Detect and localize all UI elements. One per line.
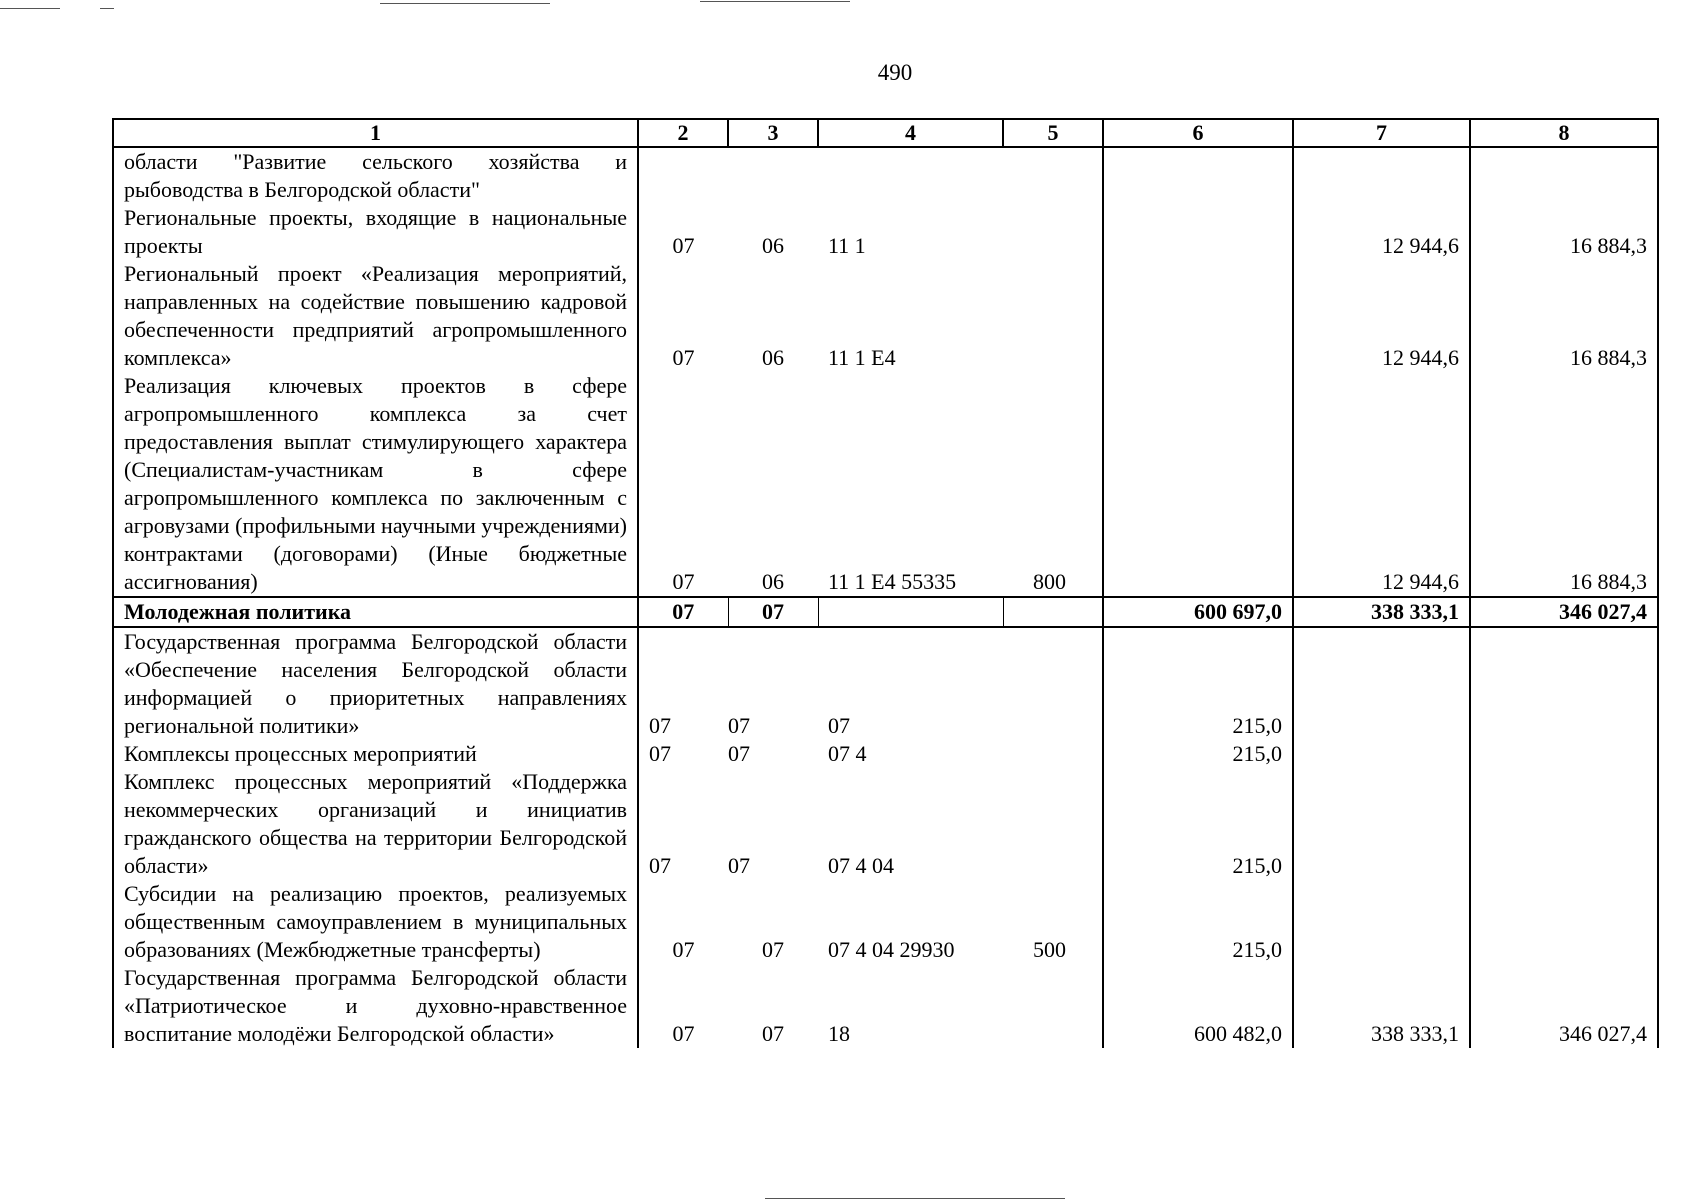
row-amount-8 bbox=[1470, 147, 1658, 204]
row-name: Региональный проект «Реализация мероприятий, направленных на содействие повышению кадровой обеспеченности предприятий агропромышленного комплекса» bbox=[113, 260, 638, 372]
page-number: 490 bbox=[877, 60, 913, 85]
scan-artifact-line bbox=[0, 8, 60, 9]
row-expense-type bbox=[1003, 768, 1103, 880]
row-name: Реализация ключевых проектов в сфере агропромышленного комплекса за счет предоставления выплат стимулирующего характера (Специалистам-участникам в сфере агропромышленного комплекса по заключенным с агровузами (профильными научными учреждениями) контрактами (договорами) (Иные бюджетные ассигнования) bbox=[113, 372, 638, 597]
row-amount-8: 16 884,3 bbox=[1470, 204, 1658, 260]
table-row bbox=[113, 147, 1658, 204]
row-target-code: 07 4 04 29930 bbox=[828, 937, 955, 962]
column-header: 1 bbox=[113, 119, 638, 147]
row-name: Региональные проекты, входящие в национальные проекты bbox=[113, 204, 638, 260]
row-subsection-code: 06 bbox=[762, 569, 784, 594]
column-header: 3 bbox=[728, 119, 818, 147]
row-amount-7: 12 944,6 bbox=[1293, 260, 1470, 372]
row-amount-8: 346 027,4 bbox=[1470, 964, 1658, 1048]
row-target-code bbox=[818, 147, 1003, 204]
row-target-code: 07 4 04 bbox=[828, 853, 894, 878]
row-expense-type bbox=[1003, 740, 1103, 768]
row-expense-type bbox=[1003, 204, 1103, 260]
row-amount-6 bbox=[1103, 204, 1293, 260]
row-name: Государственная программа Белгородской области «Патриотическое и духовно-нравственное воспитание молодёжи Белгородской области» bbox=[113, 964, 638, 1048]
row-expense-type bbox=[1003, 964, 1103, 1048]
row-subsection-code: 07 bbox=[728, 713, 750, 738]
row-amount-7 bbox=[1293, 740, 1470, 768]
row-expense-type: 500 bbox=[1003, 880, 1103, 964]
row-target-code: 18 bbox=[828, 1021, 850, 1046]
row-section-code: 07 bbox=[638, 768, 728, 880]
row-name: Государственная программа Белгородской области «Обеспечение населения Белгородской области информацией о приоритетных направлениях региональной политики» bbox=[113, 627, 638, 740]
row-name: Молодежная политика bbox=[113, 597, 638, 627]
column-header: 5 bbox=[1003, 119, 1103, 147]
scan-artifact-line bbox=[700, 1, 850, 2]
table-row bbox=[113, 627, 1658, 740]
row-subsection-code: 07 bbox=[762, 937, 784, 962]
row-amount-6: 215,0 bbox=[1103, 740, 1293, 768]
row-target-code: 11 1 Е4 55335 bbox=[828, 569, 957, 594]
row-amount-8: 16 884,3 bbox=[1470, 372, 1658, 597]
table-row bbox=[113, 204, 1658, 260]
row-name: Субсидии на реализацию проектов, реализуемых общественным самоуправлением в муниципальных образованиях (Межбюджетные трансферты) bbox=[113, 880, 638, 964]
row-expense-type bbox=[1003, 147, 1103, 204]
row-amount-6 bbox=[1103, 372, 1293, 597]
row-target-code: 11 1 bbox=[828, 233, 866, 258]
scan-artifact-line bbox=[380, 3, 550, 4]
budget-table bbox=[112, 118, 1659, 1048]
row-subsection-code: 07 bbox=[728, 597, 818, 627]
row-amount-8 bbox=[1470, 740, 1658, 768]
row-amount-6: 215,0 bbox=[1103, 627, 1293, 740]
row-subsection-code: 07 bbox=[762, 1021, 784, 1046]
table-row-section-total bbox=[113, 597, 1658, 627]
column-header: 4 bbox=[818, 119, 1003, 147]
row-amount-8: 346 027,4 bbox=[1470, 597, 1658, 627]
row-expense-type bbox=[1003, 627, 1103, 740]
row-name: Комплекс процессных мероприятий «Поддержка некоммерческих организаций и инициатив гражданского общества на территории Белгородской области» bbox=[113, 768, 638, 880]
row-expense-type bbox=[1003, 597, 1103, 627]
row-section-code: 07 bbox=[638, 964, 728, 1048]
row-target-code: 11 1 Е4 bbox=[828, 345, 896, 370]
row-subsection-code: 07 bbox=[728, 853, 750, 878]
row-amount-7: 12 944,6 bbox=[1293, 204, 1470, 260]
row-subsection-code: 06 bbox=[762, 233, 784, 258]
header-row bbox=[113, 119, 1658, 147]
column-header: 8 bbox=[1470, 119, 1658, 147]
row-amount-8: 16 884,3 bbox=[1470, 260, 1658, 372]
row-expense-type: 800 bbox=[1003, 372, 1103, 597]
row-amount-6 bbox=[1103, 260, 1293, 372]
table-row bbox=[113, 372, 1658, 597]
row-subsection-code: 07 bbox=[728, 741, 750, 766]
row-subsection-code: 06 bbox=[762, 345, 784, 370]
row-section-code: 07 bbox=[638, 597, 728, 627]
row-amount-6: 215,0 bbox=[1103, 880, 1293, 964]
row-section-code: 07 bbox=[638, 880, 728, 964]
column-header: 2 bbox=[638, 119, 728, 147]
row-section-code bbox=[638, 147, 728, 204]
row-section-code: 07 bbox=[638, 372, 728, 597]
scan-artifact-line bbox=[100, 8, 114, 9]
row-section-code: 07 bbox=[638, 627, 728, 740]
row-amount-7: 338 333,1 bbox=[1293, 597, 1470, 627]
table-row bbox=[113, 964, 1658, 1048]
row-amount-8 bbox=[1470, 880, 1658, 964]
row-amount-6: 215,0 bbox=[1103, 768, 1293, 880]
row-amount-7 bbox=[1293, 768, 1470, 880]
row-expense-type bbox=[1003, 260, 1103, 372]
row-name: Комплексы процессных мероприятий bbox=[113, 740, 638, 768]
row-amount-6: 600 482,0 bbox=[1103, 964, 1293, 1048]
row-target-code bbox=[818, 597, 1003, 627]
row-section-code: 07 bbox=[638, 260, 728, 372]
row-target-code: 07 4 bbox=[828, 741, 867, 766]
row-amount-6: 600 697,0 bbox=[1103, 597, 1293, 627]
row-target-code: 07 bbox=[828, 713, 850, 738]
row-name: области "Развитие сельского хозяйства и рыбоводства в Белгородской области" bbox=[113, 147, 638, 204]
row-amount-8 bbox=[1470, 768, 1658, 880]
table-row bbox=[113, 260, 1658, 372]
row-section-code: 07 bbox=[638, 204, 728, 260]
table-row bbox=[113, 768, 1658, 880]
row-amount-7: 338 333,1 bbox=[1293, 964, 1470, 1048]
scan-artifact-line bbox=[765, 1198, 1065, 1199]
row-amount-7 bbox=[1293, 147, 1470, 204]
column-header: 7 bbox=[1293, 119, 1470, 147]
row-subsection-code bbox=[728, 147, 818, 204]
row-amount-6 bbox=[1103, 147, 1293, 204]
row-amount-7 bbox=[1293, 627, 1470, 740]
table-row bbox=[113, 740, 1658, 768]
table-row bbox=[113, 880, 1658, 964]
row-amount-7: 12 944,6 bbox=[1293, 372, 1470, 597]
row-amount-7 bbox=[1293, 880, 1470, 964]
column-header: 6 bbox=[1103, 119, 1293, 147]
row-amount-8 bbox=[1470, 627, 1658, 740]
row-section-code: 07 bbox=[638, 740, 728, 768]
